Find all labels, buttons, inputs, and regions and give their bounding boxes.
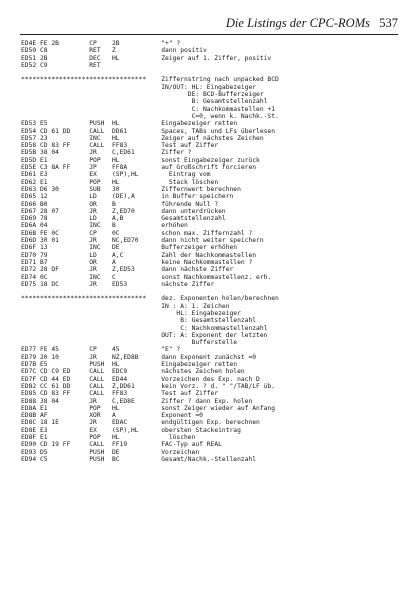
listing-line — [21, 288, 418, 295]
page-header — [0, 12, 418, 34]
page-number: 537 — [379, 16, 398, 30]
listing-line: ED6F 13 INC DE Bufferzeiger erhöhen — [21, 244, 238, 252]
listing-line: DE: BCD-Bufferzeiger — [21, 91, 264, 99]
header-rule — [20, 34, 398, 35]
listing-line: ED8B AF XOR A Exponent =0 — [21, 412, 203, 420]
listing-line: ********************************* Ziffernstring nach unpacked BCD — [21, 76, 279, 84]
listing-line: IN/OUT: HL: Eingabezeiger — [21, 83, 257, 91]
listing-line: ED79 20 10 JR NZ,ED8B dann Exponent zunächst =0 — [21, 353, 257, 361]
listing-line: ED72 28 DF JR Z,ED53 dann nächste Ziffer — [21, 266, 234, 274]
listing-line: ED7C CD C9 ED CALL EDC9 nächstes Zeichen holen — [21, 368, 245, 376]
listing-line: ED5D E1 POP HL sonst Eingabezeiger zurück — [21, 156, 260, 164]
running-title: Die Listings der CPC-ROMs — [225, 16, 370, 30]
listing-line: ED5B 38 04 JR C,ED61 Ziffer ? — [21, 149, 192, 157]
listing-line: HL: Eingabezeiger — [21, 309, 241, 317]
listing-line: ED6A 04 INC B erhöhen — [21, 222, 188, 230]
listing-line: ED8E E3 EX (SP),HL obersten Stackeintrag — [21, 426, 241, 434]
listing-line: ED67 28 07 JR Z,ED70 dann unterdrücken — [21, 207, 226, 215]
listing-line: C: Nachkommastellen +1 — [21, 105, 276, 113]
listing-line: OUT: A: Exponent der letzten — [21, 331, 268, 339]
listing-line: ED69 78 LD A,B Gesamtstellenzahl — [21, 215, 226, 223]
listing-line: ED61 E3 EX (SP),HL Eintrag vom — [21, 171, 211, 179]
listing-line: B: Gesamtstellenzahl — [21, 98, 268, 106]
listing-line: ED4E FE 2B CP 2B "+" ? — [21, 40, 181, 47]
listing-line: ED77 FE 45 CP 45 "E" ? — [21, 346, 181, 354]
listing-line: ED63 D6 30 SUB 30 Ziffernwert berechnen — [21, 185, 241, 193]
listing-line: ED66 B0 OR B führende Null ? — [21, 200, 219, 208]
listing-line: ED93 D5 PUSH DE Vorzeichen — [21, 448, 200, 456]
listing-line: IN : A: 1. Zeichen — [21, 302, 230, 310]
listing-line: ED5E C3 8A FF JP FF8A auf Großschrift forcieren — [21, 164, 257, 172]
listing-line: ED58 CD 83 FF CALL FF83 Test auf Ziffer — [21, 142, 219, 150]
listing-line: C=0, wenn k. Nachk.-St. — [21, 112, 279, 120]
listing-line: ED52 C9 RET — [21, 61, 101, 69]
listing-line: ED71 B7 OR A keine Nachkommastellen ? — [21, 258, 253, 266]
listing-line: ED8C 18 1E JR EDAC endgültigen Exp. berechnen — [21, 419, 260, 427]
listing-line: ED6B FE 0C CP 0C schon max. Ziffernzahl ? — [21, 229, 253, 237]
listing-line: Bufferstelle — [21, 339, 238, 347]
listing-line: ED54 CD 61 DD CALL DD61 Spaces, TABs und LFs überlesen — [21, 127, 276, 135]
listing-line: ED94 C5 PUSH BC Gesamt/Nachk.-Stellenzahl — [21, 455, 257, 463]
listing-line: ED8A E1 POP HL sonst Zeiger wieder auf Anfang — [21, 404, 276, 412]
listing-line: ED8F E1 POP HL löschen — [21, 434, 196, 442]
listing-line: ED75 18 DC JR ED53 nächste Ziffer — [21, 280, 215, 288]
listing-line: ED85 CD 83 FF CALL FF83 Test auf Ziffer — [21, 390, 219, 398]
listing-line: ED74 0C INC C sonst Nachkommastellenz. erh. — [21, 273, 272, 281]
listing-line: ED7F CD 44 ED CALL ED44 Vorzeichen des Exp. nach D — [21, 375, 260, 383]
listing-line: ED65 12 LD (DE),A in Buffer speichern — [21, 193, 234, 201]
listing-line: ED70 79 LD A,C Zahl der Nachkommastellen — [21, 251, 257, 259]
listing-line — [21, 69, 418, 76]
listing-line: B: Gesamtstellenzahl — [21, 317, 257, 325]
listing-line: ED53 E5 PUSH HL Eingabezeiger retten — [21, 120, 238, 128]
listing-line: C: Nachkommastellenzahl — [21, 324, 268, 332]
listing-line: ED82 CC 61 DD CALL Z,DD61 kein Vorz. ? d. " "/TAB/LF üb. — [21, 382, 276, 390]
assembly-listing — [21, 40, 418, 463]
listing-line: ED7B E5 PUSH HL Eingabezeiger retten — [21, 361, 238, 369]
listing-line: ED90 CD 19 FF CALL FF19 FAC-Typ auf REAL — [21, 441, 222, 449]
listing-line: ED6D 30 01 JR NC,ED70 dann nicht weiter speichern — [21, 237, 264, 245]
listing-line: ED51 2B DEC HL Zeiger auf 1. Ziffer, positiv — [21, 54, 272, 62]
listing-line: ED62 E1 POP HL Stack löschen — [21, 178, 219, 186]
listing-line: ********************************* dez. Exponenten holen/berechnen — [21, 295, 279, 303]
listing-line: ED50 C8 RET Z dann positiv — [21, 47, 207, 55]
listing-line: ED88 38 04 JR C,ED8E Ziffer ? dann Exp. holen — [21, 397, 253, 405]
listing-line: ED57 23 INC HL Zeiger auf nächstes Zeichen — [21, 134, 264, 142]
